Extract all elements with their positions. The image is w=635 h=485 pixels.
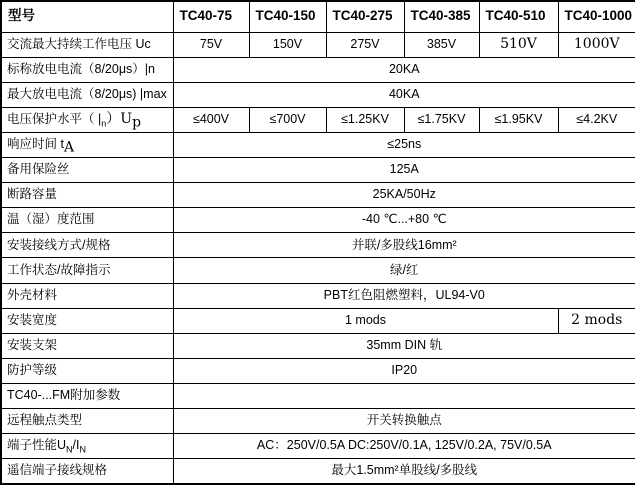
model-header-tc40-75: TC40-75 <box>173 1 249 32</box>
model-header-tc40-150: TC40-150 <box>249 1 326 32</box>
table-row-temperature-range <box>1 208 635 233</box>
table-row-fm-additional-params <box>1 383 635 408</box>
row-label: 遥信端子接线规格 <box>1 459 173 484</box>
spec-value-merged <box>173 383 635 408</box>
table-row-mounting-width <box>1 308 635 333</box>
table-row-response-time <box>1 133 635 158</box>
spec-value-merged: 并联/多股线16mm² <box>173 233 635 258</box>
table-row-backup-fuse <box>1 158 635 183</box>
row-label: 最大放电电流（8/20μs) |max <box>1 82 173 107</box>
model-header-tc40-1000: TC40-1000 <box>558 1 635 32</box>
table-row-remote-contact-type <box>1 409 635 434</box>
row-label: 外壳材料 <box>1 283 173 308</box>
spec-value-merged: 35mm DIN 轨 <box>173 333 635 358</box>
model-header-tc40-510: TC40-510 <box>479 1 558 32</box>
table-row-voltage-protection-level <box>1 107 635 132</box>
row-label: 工作状态/故障指示 <box>1 258 173 283</box>
table-row-nominal-discharge-current <box>1 57 635 82</box>
table-row-mounting-rail <box>1 333 635 358</box>
row-label: 安装宽度 <box>1 308 173 333</box>
table-row-terminal-rating <box>1 434 635 459</box>
row-label: 备用保险丝 <box>1 158 173 183</box>
spec-value-merged: 20KA <box>173 57 635 82</box>
row-label: 安装接线方式/规格 <box>1 233 173 258</box>
row-label: 断路容量 <box>1 183 173 208</box>
table-row-max-discharge-current <box>1 82 635 107</box>
table-row-housing-material <box>1 283 635 308</box>
table-row-protection-class <box>1 358 635 383</box>
spec-value: 2 mods <box>558 308 635 333</box>
model-header-tc40-275: TC40-275 <box>326 1 404 32</box>
table-row-signal-terminal-wiring <box>1 459 635 484</box>
spec-value-merged: 开关转换触点 <box>173 409 635 434</box>
model-column-title: 型号 <box>1 1 173 32</box>
spec-value-merged: 最大1.5mm²单股线/多股线 <box>173 459 635 484</box>
row-label: 标称放电电流（8/20μs）|n <box>1 57 173 82</box>
spec-value: ≤1.95KV <box>479 107 558 132</box>
row-label: 防护等级 <box>1 358 173 383</box>
spec-value-merged: AC：250V/0.5A DC:250V/0.1A, 125V/0.2A, 75V/0.5A <box>173 434 635 459</box>
table-row-wiring-spec <box>1 233 635 258</box>
row-label: 温（湿）度范围 <box>1 208 173 233</box>
spec-value: ≤700V <box>249 107 326 132</box>
spec-value: ≤4.2KV <box>558 107 635 132</box>
row-label: TC40-...FM附加参数 <box>1 383 173 408</box>
spec-value-merged: ≤25ns <box>173 133 635 158</box>
spec-value: 385V <box>404 32 479 57</box>
table-header-row <box>1 1 635 32</box>
row-label: 电压保护水平（ $|_n)U_p$ <box>1 107 173 132</box>
spec-value: ≤1.25KV <box>326 107 404 132</box>
spec-value-merged: IP20 <box>173 358 635 383</box>
row-label: 响应时间 $t_A$ <box>1 133 173 158</box>
spec-value: 75V <box>173 32 249 57</box>
spec-value: ≤400V <box>173 107 249 132</box>
spec-value: 1000V <box>558 32 635 57</box>
table-row-max-continuous-voltage <box>1 32 635 57</box>
model-header-tc40-385: TC40-385 <box>404 1 479 32</box>
table-row-status-indicator <box>1 258 635 283</box>
row-label: 远程触点类型 <box>1 409 173 434</box>
spec-value: 275V <box>326 32 404 57</box>
spec-value-merged: 1 mods <box>173 308 558 333</box>
spec-value-merged: -40 ℃...+80 ℃ <box>173 208 635 233</box>
spec-value-merged: 绿/红 <box>173 258 635 283</box>
spec-value: 150V <box>249 32 326 57</box>
spec-value: ≤1.75KV <box>404 107 479 132</box>
row-label: 交流最大持续工作电压 Uc <box>1 32 173 57</box>
spec-value-merged: 125A <box>173 158 635 183</box>
spec-value-merged: PBT红色阻燃塑料，UL94-V0 <box>173 283 635 308</box>
row-label: 安装支架 <box>1 333 173 358</box>
table-row-breaking-capacity <box>1 183 635 208</box>
row-label: 端子性能$U_N/I_N$ <box>1 434 173 459</box>
spec-value: 510V <box>479 32 558 57</box>
spec-value-merged: 25KA/50Hz <box>173 183 635 208</box>
spec-value-merged: 40KA <box>173 82 635 107</box>
